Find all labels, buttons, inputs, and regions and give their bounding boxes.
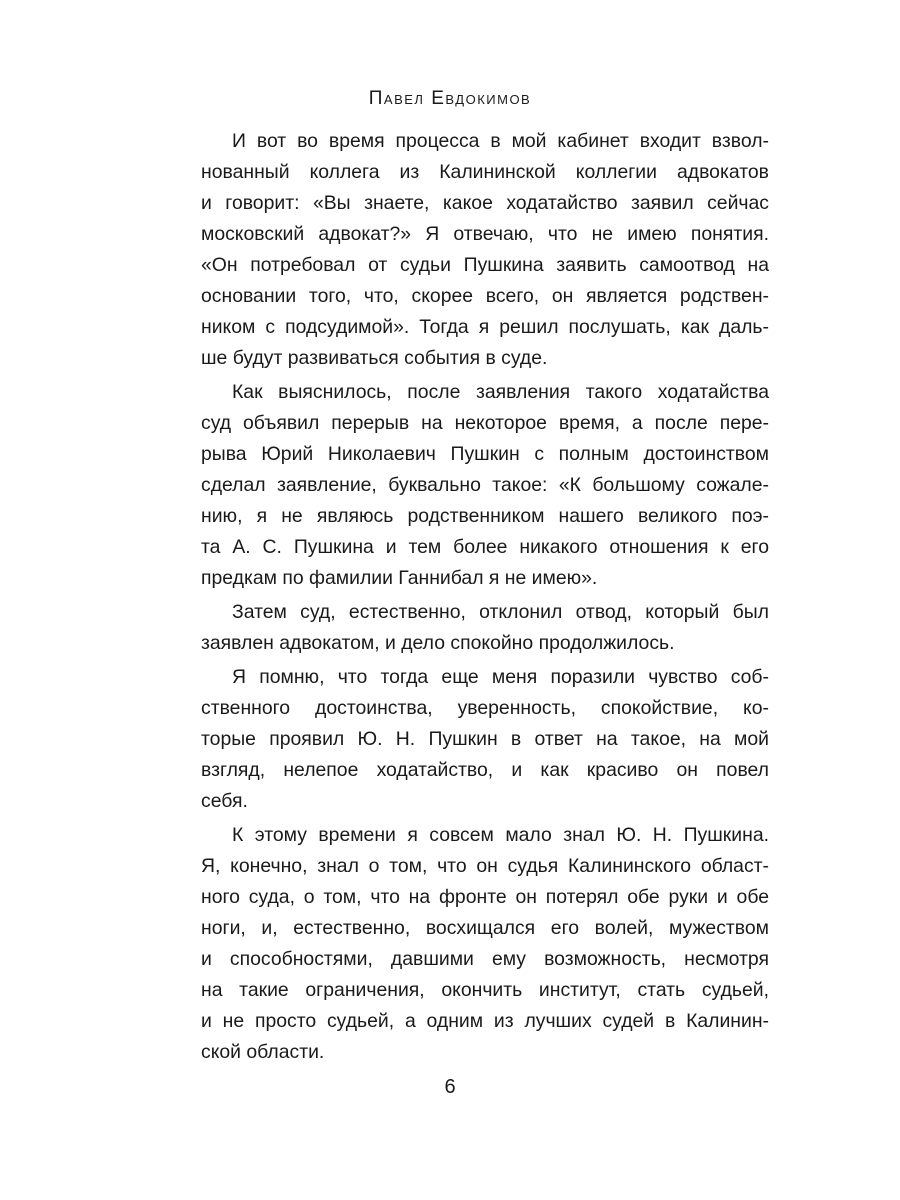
text-line: та А. С. Пушкина и тем более никакого отношения к его xyxy=(201,536,769,558)
text-line: И вот во время процесса в мой кабинет входит взвол- xyxy=(232,130,769,152)
text-line: торые проявил Ю. Н. Пушкин в ответ на такое, на мой xyxy=(201,728,769,750)
paragraph xyxy=(201,820,769,1068)
text-line: и способностями, давшими ему возможность, несмотря xyxy=(201,948,769,970)
running-head: Павел Евдокимов xyxy=(368,88,532,109)
text-line: на такие ограничения, окончить институт, стать судьей, xyxy=(201,979,769,1001)
text-line: «Он потребовал от судьи Пушкина заявить самоотвод на xyxy=(201,254,769,276)
text-line: нию, я не являюсь родственником нашего великого поэ- xyxy=(201,505,769,527)
text-line: взгляд, нелепое ходатайство, и как красиво он повел xyxy=(201,759,769,781)
text-line: ственного достоинства, уверенность, спокойствие, ко- xyxy=(201,697,769,719)
text-line: и говорит: «Вы знаете, какое ходатайство заявил сейчас xyxy=(201,192,769,214)
text-line: ного суда, о том, что на фронте он потерял обе руки и обе xyxy=(201,886,769,908)
text-line: основании того, что, скорее всего, он является родствен- xyxy=(201,285,769,307)
text-line: К этому времени я совсем мало знал Ю. Н. Пушкина. xyxy=(232,824,769,846)
body-text xyxy=(201,126,769,1068)
paragraph xyxy=(201,597,769,659)
text-line: ской области. xyxy=(201,1041,325,1063)
paragraph xyxy=(201,377,769,594)
text-line: ноги, и, естественно, восхищался его волей, мужеством xyxy=(201,917,769,939)
text-line: себя. xyxy=(201,790,248,812)
text-line: предкам по фамилии Ганнибал я не имею». xyxy=(201,567,598,589)
text-line: рыва Юрий Николаевич Пушкин с полным достоинством xyxy=(201,443,769,465)
text-line: ником с подсудимой». Тогда я решил послушать, как даль- xyxy=(201,316,769,338)
text-line: нованный коллега из Калининской коллегии адвокатов xyxy=(201,161,769,183)
paragraph xyxy=(201,662,769,817)
text-line: Я, конечно, знал о том, что он судья Калининского област- xyxy=(201,855,769,877)
page-number: 6 xyxy=(444,1076,456,1098)
text-line: и не просто судьей, а одним из лучших судей в Калинин- xyxy=(201,1010,769,1032)
text-line: заявлен адвокатом, и дело спокойно продолжилось. xyxy=(201,632,675,654)
text-line: сделал заявление, буквально такое: «К большому сожале- xyxy=(201,474,769,496)
text-line: Я помню, что тогда еще меня поразили чувство соб- xyxy=(232,666,769,688)
text-line: Как выяснилось, после заявления такого ходатайства xyxy=(232,381,769,403)
text-line: ше будут развиваться события в суде. xyxy=(201,347,548,369)
paragraph xyxy=(201,126,769,374)
text-line: Затем суд, естественно, отклонил отвод, который был xyxy=(232,601,769,623)
text-line: суд объявил перерыв на некоторое время, а после пере- xyxy=(201,412,769,434)
text-line: московский адвокат?» Я отвечаю, что не имею понятия. xyxy=(201,223,769,245)
